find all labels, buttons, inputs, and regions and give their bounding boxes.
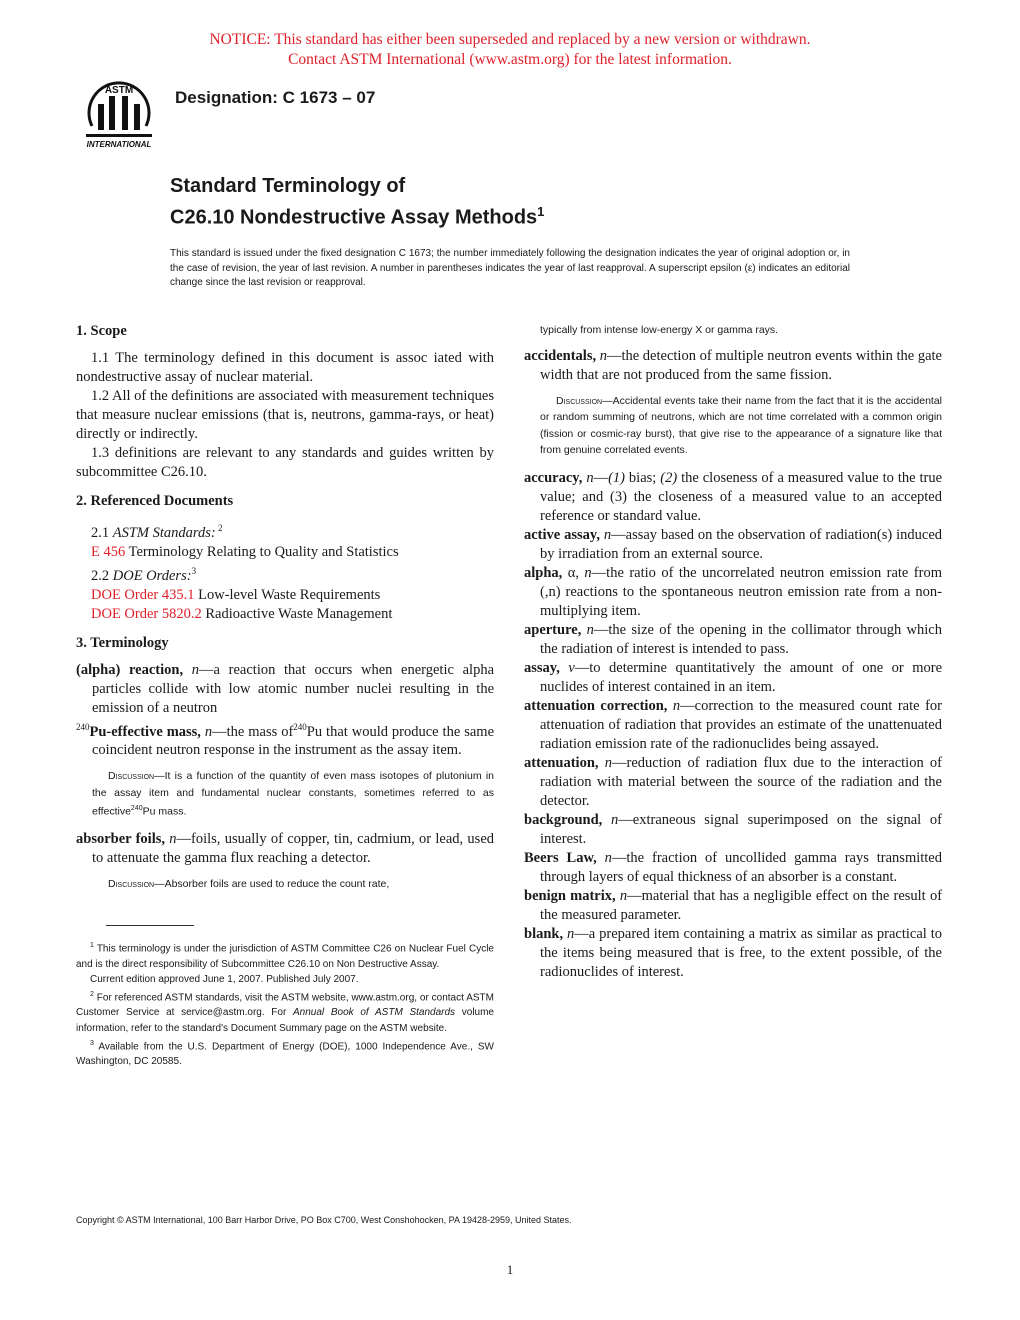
term-word: active assay, <box>524 526 600 543</box>
scope-1-2: 1.2 All of the definitions are associated with measurement techniques that measure nuclear emissions (that is, neutrons, gamma-rays, or heat) directly or indirectly. <box>76 388 494 442</box>
term-attenuation <box>524 754 942 811</box>
doe-orders-label <box>76 562 494 586</box>
footnote-mark: 1 <box>90 942 94 949</box>
issuance-note: This standard is issued under the fixed designation C 1673; the number immediately following the designation indicates the year of original adoption or, in the case of revision, the year of last revision. A number in parentheses indicates the year of last reapproval. A superscript epsilon (ε) indicates an editorial change since the last revision or reapproval. <box>170 248 850 288</box>
footnote-2 <box>76 987 494 1036</box>
ref-e456 <box>76 543 494 562</box>
part-of-speech: n <box>586 621 594 638</box>
footnote-text: This terminology is under the jurisdiction of ASTM Committee C26 on Nuclear Fuel Cycle and is the direct responsibility of Subcommittee C26.10 on Non Destructive Assay. <box>76 943 494 970</box>
footnote-3 <box>76 1036 494 1070</box>
footnote-mark: 3 <box>191 565 197 576</box>
scope-1-3: 1.3 definitions are relevant to any standards and guides written by subcommittee C26.10. <box>76 445 494 480</box>
definition: the closeness of a measured value to the true value; and (3) the closeness of a measured value to an accepted reference or standard value. <box>540 469 943 524</box>
definition: — <box>593 469 609 486</box>
term-benign-matrix <box>524 887 942 925</box>
definition: —extraneous signal superimposed on the signal of interest. <box>540 811 942 847</box>
discussion-pu-effective <box>76 768 494 820</box>
definition-number: (2) <box>660 469 678 486</box>
ref-doe-435 <box>76 586 494 605</box>
title-line-1: Standard Terminology of <box>170 175 406 197</box>
part-of-speech: n <box>672 697 681 714</box>
logo-text: ASTM <box>104 85 134 96</box>
ref-label: ASTM Standards: <box>112 524 216 541</box>
footnote-mark: 2 <box>215 523 223 533</box>
footnote-mark: 2 <box>90 990 94 998</box>
notice-line-1: NOTICE: This standard has either been superseded and replaced by a new version or withdrawn. <box>209 31 811 48</box>
definition: bias; <box>625 469 661 486</box>
discussion-text: —Absorber foils are used to reduce the count rate, <box>154 878 390 891</box>
discussion-absorber-continued: typically from intense low-energy X or gamma rays. <box>540 324 779 336</box>
ref-doe-5820 <box>76 605 494 624</box>
footnote-text: volume information, refer to the standard's Document Summary page on the ASTM website. <box>76 1007 494 1034</box>
notice-line-2: Contact ASTM International (www.astm.org) for the latest information. <box>288 51 732 68</box>
discussion-text: Pu mass. <box>142 805 187 818</box>
term-absorber-foils <box>76 830 494 868</box>
copyright: Copyright © ASTM International, 100 Barr Harbor Drive, PO Box C700, West Conshohocken, PA 19428-2959, United States. <box>76 1215 572 1225</box>
section-refdocs-heading: 2. Referenced Documents <box>76 493 234 509</box>
term-blank <box>524 925 942 982</box>
term-word: accidentals, <box>524 347 597 364</box>
definition: —the fraction of uncollided gamma rays transmitted through layers of equal thickness of an absorber is a constant. <box>540 849 942 885</box>
term-word: assay, <box>524 659 560 676</box>
alpha-symbol: α, <box>562 564 579 581</box>
term-accidentals <box>524 347 942 385</box>
term-alpha <box>524 564 942 621</box>
footnote-mark: 3 <box>90 1039 94 1047</box>
part-of-speech: n <box>604 849 612 866</box>
section-scope-heading: 1. Scope <box>76 323 127 339</box>
ref-label: DOE Orders: <box>112 567 192 584</box>
term-aperture <box>524 621 942 659</box>
footnote-1 <box>76 938 494 972</box>
scope-1-1: 1.1 The terminology defined in this document is assoc iated with nondestructive assay of nuclear material. <box>76 350 494 385</box>
discussion-text: —Accidental events take their name from the fact that it is the accidental or random summing of neutrons, which are not time correlated with a common origin (fission or cosmic-ray burst), that give rise to the appearance of a signature like that from genuine correlated events. <box>540 394 942 456</box>
part-of-speech: n <box>204 723 213 740</box>
part-of-speech: n <box>191 661 200 678</box>
term-background <box>524 811 942 849</box>
isotope-number: 240 <box>76 721 90 732</box>
definition: —the detection of multiple neutron events within the gate width that are not produced from the same fission. <box>540 347 942 383</box>
term-alpha-reaction <box>76 661 494 718</box>
ref-title: Radioactive Waste Management <box>201 605 393 622</box>
definition: Pu that would produce the same coincident neutron response in the instrument as the assay item. <box>92 723 494 759</box>
part-of-speech: n <box>586 469 594 486</box>
term-attenuation-correction <box>524 697 942 754</box>
title-footnote-mark: 1 <box>537 204 545 219</box>
part-of-speech: n <box>567 925 575 942</box>
definition: —assay based on the observation of radiation(s) induced by irradiation from an external source. <box>540 526 943 562</box>
part-of-speech: n <box>603 526 612 543</box>
term-word: background, <box>524 811 603 828</box>
definition-number: (1) <box>608 469 625 486</box>
term-assay <box>524 659 942 697</box>
discussion-label: Discussion <box>108 878 155 891</box>
isotope-number: 240 <box>293 721 307 732</box>
link-e456[interactable]: E 456 <box>91 543 126 560</box>
definition: —correction to the measured count rate for attenuation of radiation that provides an estimate of the unattenuated radiation emission rate of the radionuclides being assayed. <box>540 697 942 752</box>
astm-standards-label <box>76 519 494 543</box>
footnote-text: Available from the U.S. Department of Energy (DOE), 1000 Independence Ave., SW Washington, DC 20585. <box>76 1041 494 1068</box>
part-of-speech: n <box>619 887 628 904</box>
definition: —a prepared item containing a matrix as similar as practical to the items being measured that is free, to the extent possible, of the radionuclides of interest. <box>540 925 943 980</box>
part-of-speech: v <box>568 659 575 676</box>
title-line-2 <box>170 199 544 231</box>
term-word: benign matrix, <box>524 887 616 904</box>
term-active-assay <box>524 526 942 564</box>
discussion-label: Discussion <box>556 394 603 407</box>
part-of-speech: n <box>611 811 619 828</box>
right-column <box>524 322 942 982</box>
ref-number: 2.2 <box>91 567 113 584</box>
footnote-italic: Annual Book of ASTM Standards <box>293 1007 456 1019</box>
term-word: absorber foils, <box>76 831 165 848</box>
footnotes <box>76 938 494 1070</box>
page-number: 1 <box>506 1262 514 1277</box>
term-word: alpha, <box>524 564 563 581</box>
definition: —reduction of radiation flux due to the interaction of radiation with material between the source of the radiation and the detector. <box>540 754 942 809</box>
document-title <box>170 174 544 231</box>
designation: Designation: C 1673 – 07 <box>175 88 376 107</box>
term-word: accuracy, <box>524 469 583 486</box>
term-pu-effective-mass <box>76 718 494 761</box>
link-doe-435[interactable]: DOE Order 435.1 <box>91 586 195 603</box>
section-terminology-heading: 3. Terminology <box>76 634 169 651</box>
left-column <box>76 322 494 903</box>
term-word: aperture, <box>524 621 582 638</box>
ref-title: Low-level Waste Requirements <box>194 586 381 603</box>
definition: —the size of the opening in the collimator through which the radiation of interest is intended to pass. <box>540 621 942 657</box>
discussion-absorber-foils <box>76 876 494 893</box>
astm-logo <box>76 74 162 150</box>
term-beers-law <box>524 849 942 887</box>
definition: —material that has a negligible effect on the result of the measured parameter. <box>540 887 943 923</box>
term-word: blank, <box>524 925 564 942</box>
ref-title: Terminology Relating to Quality and Statistics <box>125 543 399 560</box>
term-word: Pu-effective mass, <box>89 723 201 740</box>
logo-subtext: INTERNATIONAL <box>86 140 152 149</box>
part-of-speech: n <box>599 347 607 364</box>
part-of-speech: n <box>169 831 177 848</box>
part-of-speech: n <box>584 564 592 581</box>
definition: —to determine quantitatively the amount of one or more nuclides of interest contained in an item. <box>540 659 943 695</box>
definition: —foils, usually of copper, tin, cadmium, or lead, used to attenuate the gamma flux reaching a detector. <box>92 831 495 867</box>
discussion-label: Discussion <box>108 770 155 783</box>
definition: —the mass of <box>212 723 294 740</box>
term-word: Beers Law, <box>524 849 597 866</box>
isotope-number: 240 <box>130 805 143 813</box>
definition: —the ratio of the uncorrelated neutron emission rate from (,n) reactions to the spontaneous neutron emission rate from a non-multiplying item. <box>540 564 942 619</box>
term-word: attenuation correction, <box>524 697 668 714</box>
footnote-1b: Current edition approved June 1, 2007. Published July 2007. <box>90 973 359 985</box>
discussion-accidentals <box>524 393 942 459</box>
footnote-text: For referenced ASTM standards, visit the ASTM website, www.astm.org, or contact ASTM Customer Service at service@astm.org. For <box>76 992 494 1019</box>
definition: —a reaction that occurs when energetic alpha particles collide with low atomic number nuclei resulting in the emission of a neutron <box>92 661 495 716</box>
link-doe-5820[interactable]: DOE Order 5820.2 <box>91 605 202 622</box>
title-line-2-text: C26.10 Nondestructive Assay Methods <box>170 206 538 229</box>
term-word: attenuation, <box>524 754 599 771</box>
ref-number: 2.1 <box>91 524 113 541</box>
term-word: (alpha) reaction, <box>76 661 184 678</box>
notice-banner <box>0 30 1020 70</box>
part-of-speech: n <box>604 754 612 771</box>
term-accuracy <box>524 469 942 526</box>
footnote-divider <box>106 925 194 926</box>
discussion-text: —It is a function of the quantity of even mass isotopes of plutonium in the assay item and fundamental nuclear constants, sometimes referred to as effective <box>92 770 494 818</box>
